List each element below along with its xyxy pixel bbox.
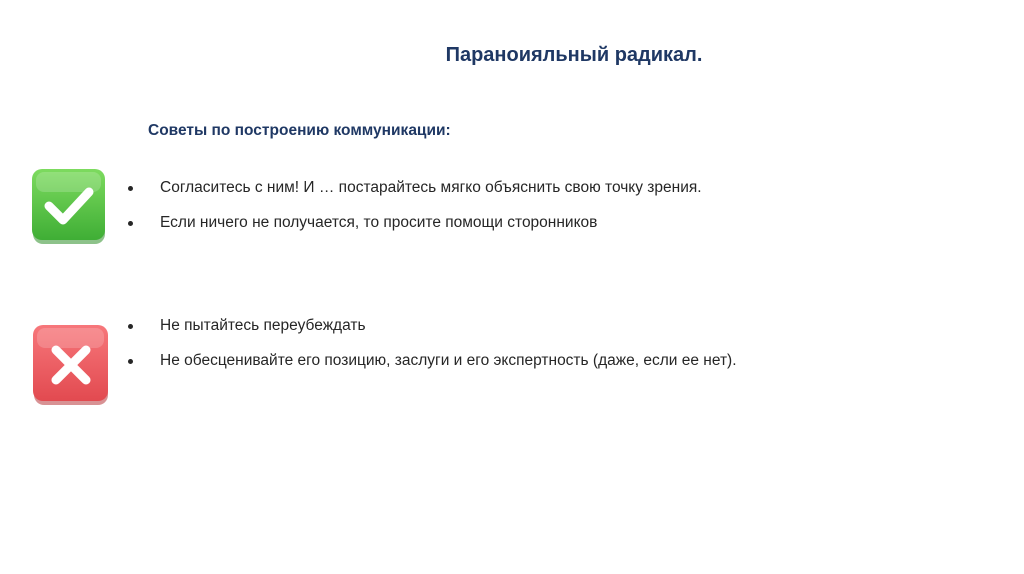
check-icon xyxy=(31,168,107,244)
list-item: Не пытайтесь переубеждать xyxy=(124,308,784,343)
do-list xyxy=(124,170,784,240)
cross-icon xyxy=(32,324,108,400)
slide-title: Параноияльный радикал. xyxy=(445,44,703,66)
list-item: Если ничего не получается, то просите помощи сторонников xyxy=(124,205,784,240)
list-item: Согласитесь с ним! И … постарайтесь мягко объяснить свою точку зрения. xyxy=(124,170,784,205)
bullet-icon xyxy=(128,221,133,226)
bullet-icon xyxy=(128,186,133,191)
dont-list xyxy=(124,308,784,378)
list-item: Не обесценивайте его позицию, заслуги и его экспертность (даже, если ее нет). xyxy=(124,343,784,378)
bullet-icon xyxy=(128,324,133,329)
slide-subtitle: Советы по построению коммуникации: xyxy=(148,122,451,139)
bullet-icon xyxy=(128,359,133,364)
